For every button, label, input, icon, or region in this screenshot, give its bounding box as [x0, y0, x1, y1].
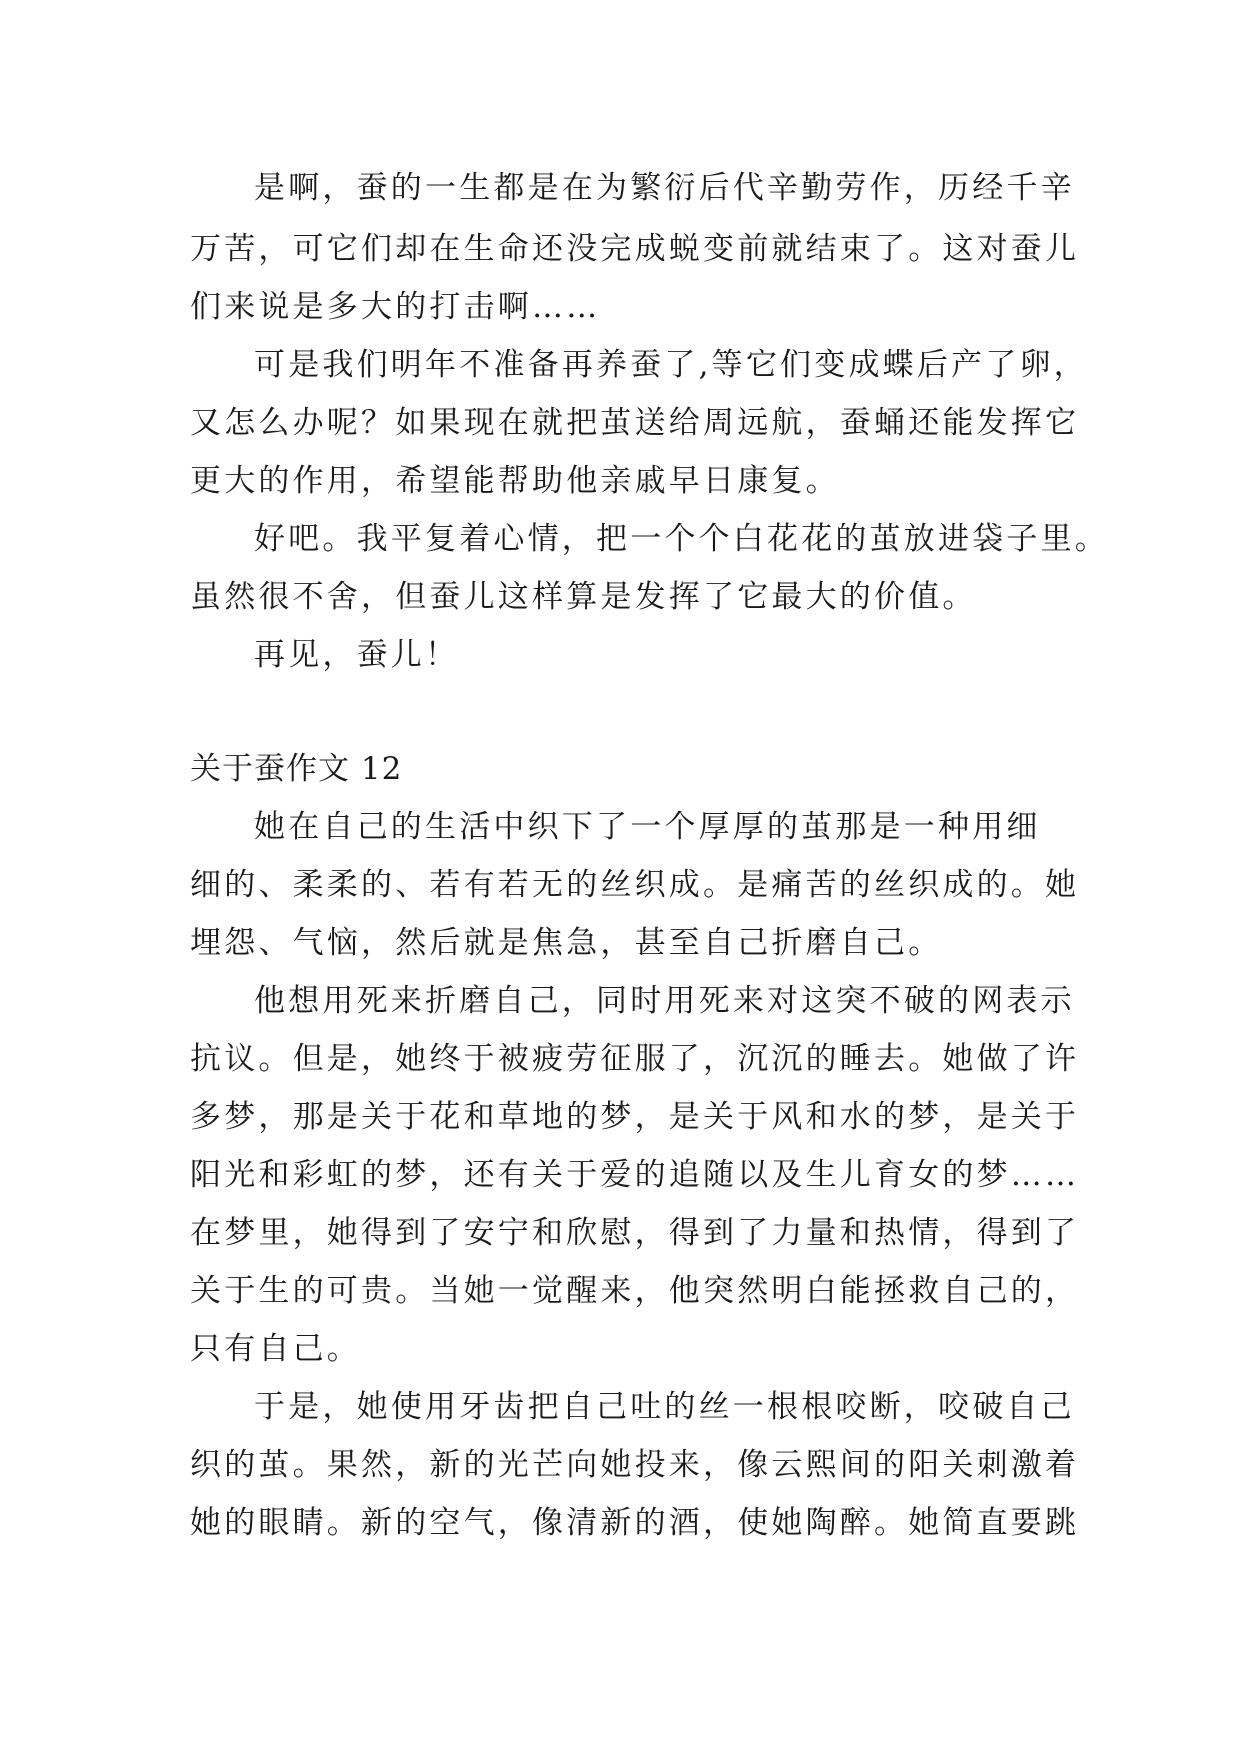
- paragraph-line: 又怎么办呢？如果现在就把茧送给周远航，蚕蛹还能发挥它: [190, 405, 1080, 441]
- paragraph-line: 关于生的可贵。当她一觉醒来，他突然明白能拯救自己的，: [190, 1273, 1080, 1309]
- section-heading: 关于蚕作文 12: [190, 751, 403, 787]
- paragraph-line: 万苦，可它们却在生命还没完成蜕变前就结束了。这对蚕儿: [190, 231, 1080, 267]
- paragraph-line: 抗议。但是，她终于被疲劳征服了，沉沉的睡去。她做了许: [190, 1041, 1080, 1077]
- paragraph-line: 再见，蚕儿！: [254, 637, 460, 673]
- paragraph-line: 她的眼睛。新的空气，像清新的酒，使她陶醉。她简直要跳: [190, 1505, 1080, 1541]
- paragraph-line: 在梦里，她得到了安宁和欣慰，得到了力量和热情，得到了: [190, 1215, 1080, 1251]
- paragraph-line: 虽然很不舍，但蚕儿这样算是发挥了它最大的价值。: [190, 579, 977, 615]
- paragraph-line: 们来说是多大的打击啊……: [190, 289, 601, 325]
- paragraph-line: 他想用死来折磨自己，同时用死来对这突不破的网表示: [254, 983, 1075, 1019]
- paragraph-line: 于是，她使用牙齿把自己吐的丝一根根咬断，咬破自己: [254, 1389, 1075, 1425]
- paragraph-line: 更大的作用，希望能帮助他亲戚早日康复。: [190, 463, 840, 499]
- paragraph-line: 好吧。我平复着心情，把一个个白花花的茧放进袋子里。: [254, 521, 1109, 557]
- paragraph-line: 只有自己。: [190, 1331, 361, 1367]
- paragraph-line: 细的、柔柔的、若有若无的丝织成。是痛苦的丝织成的。她: [190, 867, 1080, 903]
- paragraph-line: 她在自己的生活中织下了一个厚厚的茧那是一种用细: [254, 809, 1041, 845]
- paragraph-line: 是啊，蚕的一生都是在为繁衍后代辛勤劳作，历经千辛: [254, 170, 1075, 206]
- paragraph-line: 织的茧。果然，新的光芒向她投来，像云熙间的阳关刺激着: [190, 1447, 1080, 1483]
- paragraph-line: 埋怨、气恼，然后就是焦急，甚至自己折磨自己。: [190, 925, 943, 961]
- paragraph-line: 可是我们明年不准备再养蚕了,等它们变成蝶后产了卵，: [254, 347, 1088, 383]
- paragraph-line: 阳光和彩虹的梦，还有关于爱的追随以及生儿育女的梦……: [190, 1157, 1080, 1193]
- paragraph-line: 多梦，那是关于花和草地的梦，是关于风和水的梦，是关于: [190, 1099, 1080, 1135]
